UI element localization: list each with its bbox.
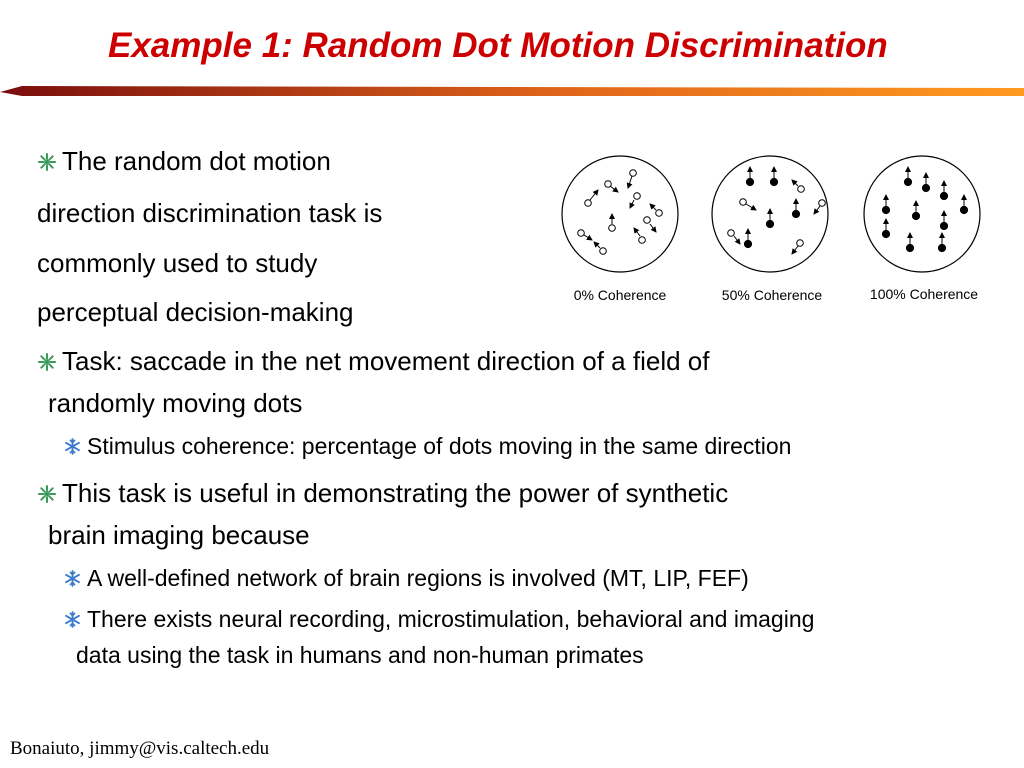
bullet-task [38,346,709,376]
coherence-figure [552,148,1002,308]
intro-line-1: The random dot motion [62,146,331,176]
task-line-2: randomly moving dots [48,388,303,418]
green-pinwheel-bullet-icon [38,153,56,171]
dots-50-percent [728,167,826,254]
task-line-1: Task: saccade in the net movement direction of a field of [62,346,710,376]
sub-bullet-coherence [64,433,791,460]
dots-100-percent [882,167,967,252]
label-100-coherence: 100% Coherence [869,286,979,302]
green-pinwheel-bullet-icon [38,485,56,503]
intro-line-2: direction discrimination task is [37,198,383,228]
blue-snowflake-bullet-icon [64,611,81,628]
slide-title: Example 1: Random Dot Motion Discrimination [108,26,888,65]
bullet-useful [38,478,728,508]
data-point-line-2: data using the task in humans and non-human primates [76,642,644,668]
label-0-coherence: 0% Coherence [573,287,667,303]
intro-line-4: perceptual decision-making [37,297,354,327]
useful-line-1: This task is useful in demonstrating the power of synthetic [62,478,729,508]
useful-line-2: brain imaging because [48,520,310,550]
title-underline-rule [0,84,1024,98]
network-point: A well-defined network of brain regions is involved (MT, LIP, FEF) [87,565,749,591]
blue-snowflake-bullet-icon [64,438,81,455]
blue-snowflake-bullet-icon [64,570,81,587]
coherence-circle-100 [864,156,980,272]
sub-bullet-network [64,565,749,592]
green-pinwheel-bullet-icon [38,353,56,371]
dots-0-percent [578,170,663,255]
intro-line-3: commonly used to study [37,248,318,278]
sub-bullet-data [64,606,814,633]
slide-footer: Bonaiuto, jimmy@vis.caltech.edu [10,738,270,759]
label-50-coherence: 50% Coherence [721,287,823,303]
coherence-definition: Stimulus coherence: percentage of dots moving in the same direction [87,433,792,459]
data-point-line-1: There exists neural recording, microstimulation, behavioral and imaging [87,606,815,632]
bullet-intro [38,146,331,176]
